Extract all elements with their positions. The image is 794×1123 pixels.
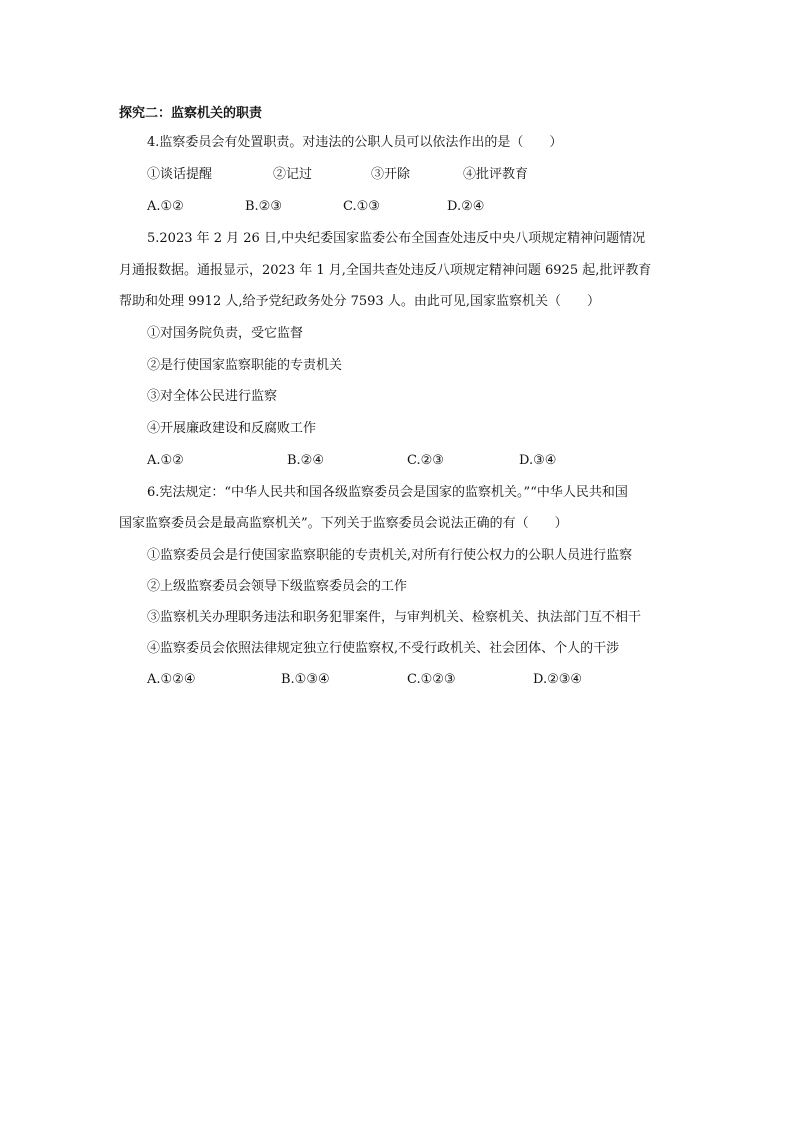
q4-item-2: ②记过 <box>273 167 313 182</box>
q4-option-b: B.②③ <box>245 199 282 214</box>
q5-option-a: A.①② <box>147 453 184 468</box>
q6-item-3: ③监察机关办理职务违法和职务犯罪案件，与审判机关、检察机关、执法部门互不相干 <box>147 610 642 625</box>
q5-item-4: ④开展廉政建设和反腐败工作 <box>147 421 317 436</box>
q4-stem: 4.监察委员会有处置职责。对违法的公职人员可以依法作出的是（ ） <box>147 135 563 150</box>
q5-option-d: D.③④ <box>519 453 557 468</box>
q4-item-1: ①谈话提醒 <box>147 167 213 182</box>
q4-option-a: A.①② <box>147 199 184 214</box>
q5-option-c: C.②③ <box>407 453 444 468</box>
q6-item-1: ①监察委员会是行使国家监察职能的专责机关,对所有行使公权力的公职人员进行监察 <box>147 548 633 563</box>
q5-item-1: ①对国务院负责，受它监督 <box>147 326 304 341</box>
q6-option-a: A.①②④ <box>147 672 196 687</box>
q6-stem-line-1: 6.宪法规定：“中华人民共和国各级监察委员会是国家的监察机关。”“中华人民共和国 <box>147 485 628 500</box>
q5-stem-line-1: 5.2023 年 2 月 26 日,中央纪委国家监委公布全国查处违反中央八项规定精神问题情况 <box>147 231 646 246</box>
q5-item-2: ②是行使国家监察职能的专责机关 <box>147 358 343 373</box>
q4-item-4: ④批评教育 <box>463 167 529 182</box>
section-title: 探究二：监察机关的职责 <box>119 106 263 121</box>
q5-stem-line-2: 月通报数据。通报显示，2023 年 1 月,全国共查处违反八项规定精神问题 6925 起,批评教育 <box>119 263 652 278</box>
q6-option-d: D.②③④ <box>533 672 583 687</box>
q6-item-2: ②上级监察委员会领导下级监察委员会的工作 <box>147 579 408 594</box>
q4-option-c: C.①③ <box>343 199 380 214</box>
q5-stem-line-3: 帮助和处理 9912 人,给予党纪政务处分 7593 人。由此可见,国家监察机关（ ） <box>119 294 600 309</box>
q6-option-b: B.①③④ <box>281 672 330 687</box>
q5-option-b: B.②④ <box>287 453 324 468</box>
q5-item-3: ③对全体公民进行监察 <box>147 389 278 404</box>
q6-stem-line-2: 国家监察委员会是最高监察机关”。下列关于监察委员会说法正确的有（ ） <box>119 516 568 531</box>
q6-item-4: ④监察委员会依照法律规定独立行使监察权,不受行政机关、社会团体、个人的干涉 <box>147 641 620 656</box>
q6-option-c: C.①②③ <box>407 672 456 687</box>
q4-item-3: ③开除 <box>371 167 411 182</box>
q4-option-d: D.②④ <box>447 199 485 214</box>
